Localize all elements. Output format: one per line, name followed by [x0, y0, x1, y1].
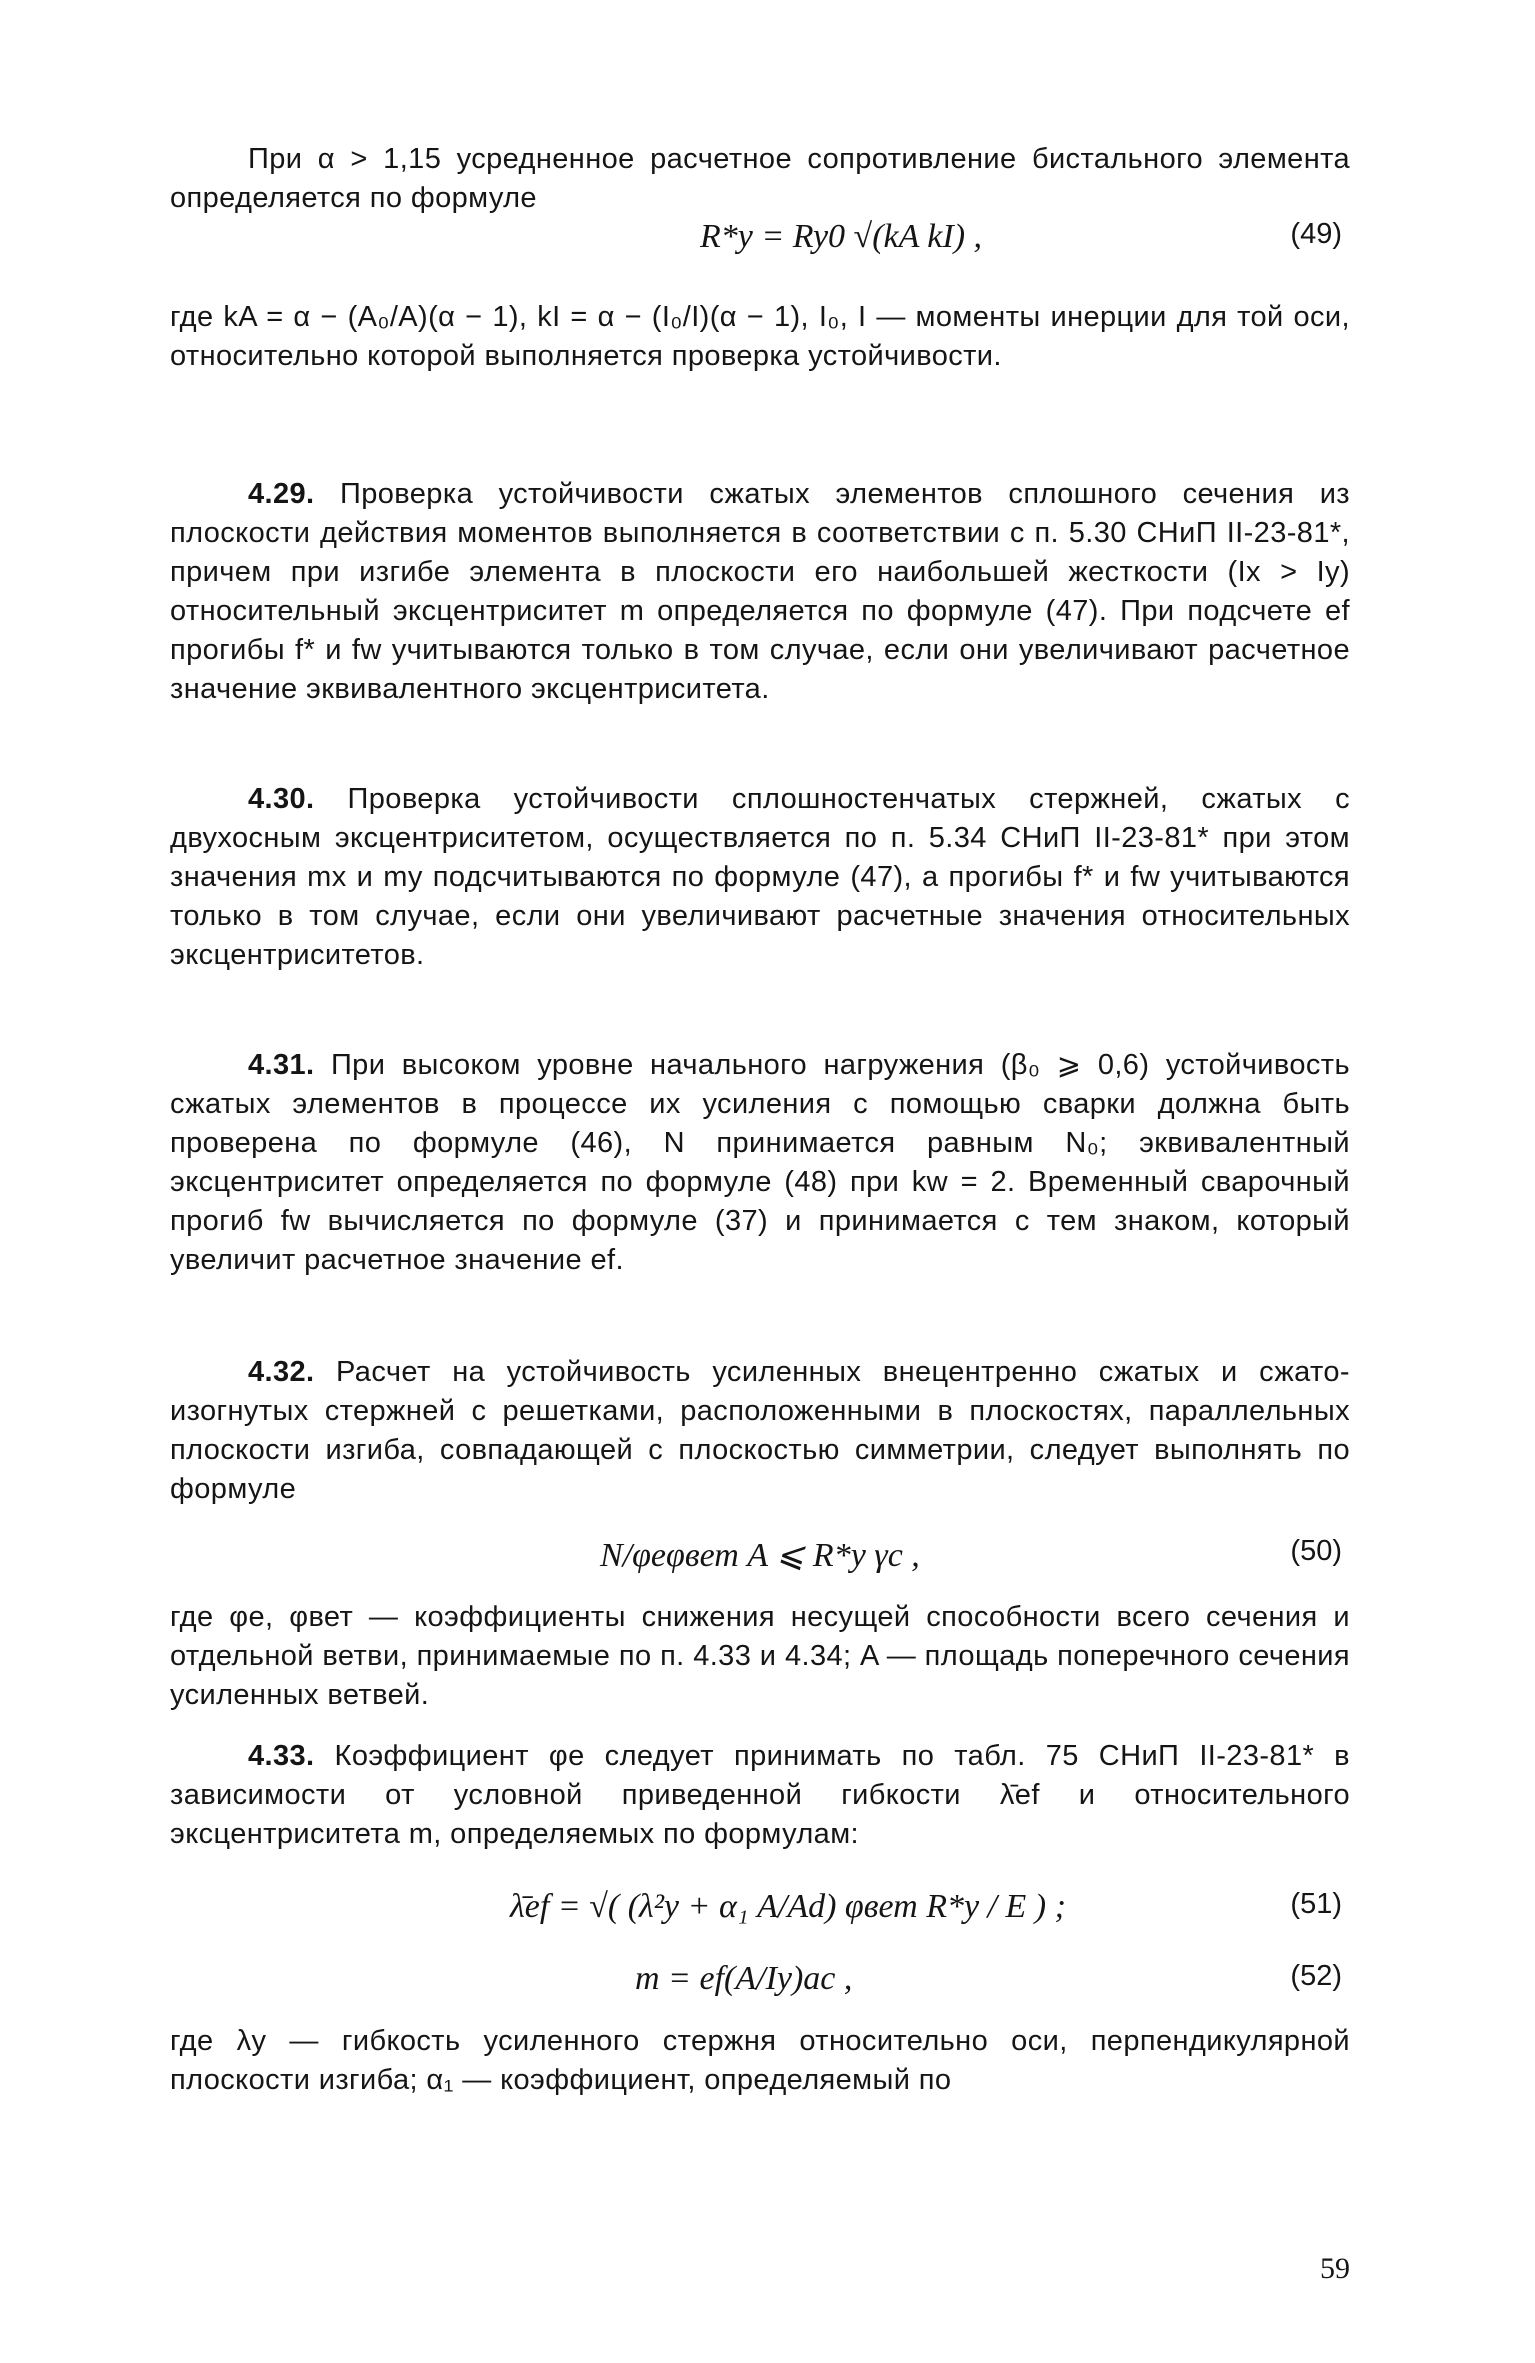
- paragraph-text: где λy — гибкость усиленного стержня относительно оси, перпендикулярной плоскости изгиба; α₁ — коэффициент, определяемый по: [170, 2025, 1350, 2096]
- paragraph-where-51: [170, 2022, 1350, 2100]
- section-number: 4.31.: [248, 1049, 315, 1081]
- paragraph-text: Коэффициент φe следует принимать по табл. 75 СНиП II-23-81* в зависимости от условной приведенной гибкости λ̄ef и относительного эксцентриситета m, определяемых по формулам:: [170, 1740, 1350, 1850]
- paragraph-text: При α > 1,15 усредненное расчетное сопротивление биcтального элемента определяется по формуле: [170, 143, 1350, 214]
- section-number: 4.29.: [248, 478, 315, 510]
- section-4-33: [170, 1737, 1350, 1854]
- equation-number: (52): [1290, 1960, 1342, 1992]
- section-4-31: [170, 1046, 1350, 1280]
- paragraph-where-50: [170, 1598, 1350, 1715]
- equation-number: (51): [1290, 1888, 1342, 1920]
- paragraph-text: Проверка устойчивости сжатых элементов сплошного сечения из плоскости действия моментов выполняется в соответствии с п. 5.30 СНиП II-23-81*, причем при изгибе элемента в плоскости его наибольшей жесткости (Ix > Iy) относительный эксцентриситет m определяется по формуле (47). При подсчете ef прогибы f* и fw учитываются только в том случае, если они увеличивают расчетное значение эквивалентного эксцентриситета.: [170, 478, 1350, 705]
- paragraph-text: Расчет на устойчивость усиленных внецентренно сжатых и сжато-изогнутых стержней с решетками, расположенными в плоскостях, параллельных плоскости изгиба, совпадающей с плоскостью симметрии, следует выполнять по формуле: [170, 1356, 1350, 1505]
- formula-50: [170, 1535, 1350, 1605]
- formula-expression: R*y = Ry0 √(kA kI) ,: [700, 218, 983, 255]
- formula-expression: m = ef(A/Iy)ac ,: [635, 1960, 853, 1997]
- formula-52: [170, 1960, 1350, 2030]
- formula-51: [170, 1888, 1350, 1958]
- section-4-29: [170, 475, 1350, 709]
- formula-49: [170, 218, 1350, 288]
- formula-expression: λ̄ef = √( (λ²y + α₁ A/Ad) φвет R*y / E ) ;: [510, 1888, 1066, 1925]
- section-number: 4.30.: [248, 783, 315, 815]
- formula-expression: N/φeφвет A ⩽ R*y γc ,: [600, 1537, 920, 1574]
- paragraph-intro: [170, 140, 1350, 218]
- paragraph-text: где kA = α − (A₀/A)(α − 1), kI = α − (I₀/I)(α − 1), I₀, I — моменты инерции для той оси, относительно которой выполняется проверка устойчивости.: [170, 301, 1350, 372]
- paragraph-text: где φe, φвет — коэффициенты снижения несущей способности всего сечения и отдельной ветви, принимаемые по п. 4.33 и 4.34; A — площадь поперечного сечения усиленных ветвей.: [170, 1601, 1350, 1711]
- equation-number: (49): [1290, 218, 1342, 250]
- section-4-30: [170, 780, 1350, 975]
- paragraph-text: Проверка устойчивости сплошностенчатых стержней, сжатых с двухосным эксцентриситетом, осуществляется по п. 5.34 СНиП II-23-81* при этом значения mx и my подсчитываются по формуле (47), а прогибы f* и fw учитываются только в том случае, если они увеличивают расчетные значения относительных эксцентриситетов.: [170, 783, 1350, 971]
- section-number: 4.33.: [248, 1740, 315, 1772]
- section-4-32: [170, 1353, 1350, 1509]
- page-number: 59: [1320, 2252, 1350, 2285]
- paragraph-where-49: [170, 298, 1350, 376]
- section-number: 4.32.: [248, 1356, 315, 1388]
- equation-number: (50): [1290, 1535, 1342, 1567]
- paragraph-text: При высоком уровне начального нагружения (β₀ ⩾ 0,6) устойчивость сжатых элементов в процессе их усиления с помощью сварки должна быть проверена по формуле (46), N принимается равным N₀; эквивалентный эксцентриситет определяется по формуле (48) при kw = 2. Временный сварочный прогиб fw вычисляется по формуле (37) и принимается с тем знаком, который увеличит расчетное значение ef.: [170, 1049, 1350, 1276]
